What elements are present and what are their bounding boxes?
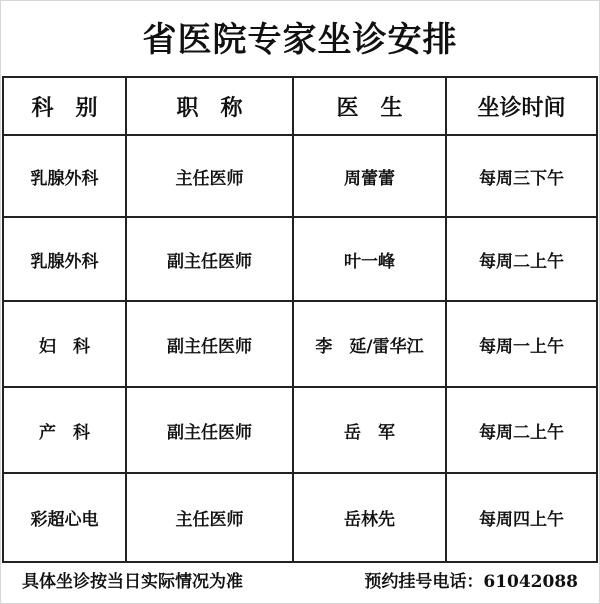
department-cell: 产 科 bbox=[4, 388, 127, 472]
table-row bbox=[4, 302, 596, 388]
header-doctor: 医 生 bbox=[294, 78, 447, 134]
title-cell: 副主任医师 bbox=[127, 302, 294, 386]
table-row bbox=[4, 218, 596, 302]
page-title: 省医院专家坐诊安排 bbox=[142, 20, 458, 60]
time-cell: 每周三下午 bbox=[479, 168, 564, 189]
doctor-cell: 叶一峰 bbox=[294, 218, 447, 300]
title-cell: 主任医师 bbox=[127, 474, 294, 561]
phone-label: 预约挂号电话： bbox=[364, 572, 484, 592]
time-cell: 每周一上午 bbox=[479, 336, 564, 357]
title-cell: 副主任医师 bbox=[127, 388, 294, 472]
phone-number: 61042088 bbox=[483, 572, 578, 592]
footer-phone bbox=[364, 570, 578, 594]
header-title: 职 称 bbox=[127, 78, 294, 134]
header-department: 科 别 bbox=[4, 78, 127, 134]
table-row bbox=[4, 474, 596, 561]
table-row bbox=[4, 136, 596, 218]
title-cell: 主任医师 bbox=[127, 136, 294, 216]
doctor-cell: 岳 军 bbox=[294, 388, 447, 472]
doctor-cell: 李 延/雷华江 bbox=[294, 302, 447, 386]
department-cell: 乳腺外科 bbox=[4, 218, 127, 300]
time-cell: 每周二上午 bbox=[479, 251, 564, 272]
time-cell: 每周四上午 bbox=[479, 510, 564, 530]
table-row bbox=[4, 388, 596, 474]
time-cell: 每周二上午 bbox=[479, 422, 564, 443]
footer-note: 具体坐诊按当日实际情况为准 bbox=[22, 572, 243, 592]
title-cell: 副主任医师 bbox=[127, 218, 294, 300]
department-cell: 彩超心电 bbox=[4, 474, 127, 561]
schedule-table bbox=[2, 76, 598, 563]
header-time: 坐诊时间 bbox=[477, 94, 566, 121]
department-cell: 妇 科 bbox=[4, 302, 127, 386]
department-cell: 乳腺外科 bbox=[4, 136, 127, 216]
table-header-row bbox=[4, 78, 596, 136]
doctor-cell: 周蕾蕾 bbox=[294, 136, 447, 216]
doctor-cell: 岳林先 bbox=[294, 474, 447, 561]
